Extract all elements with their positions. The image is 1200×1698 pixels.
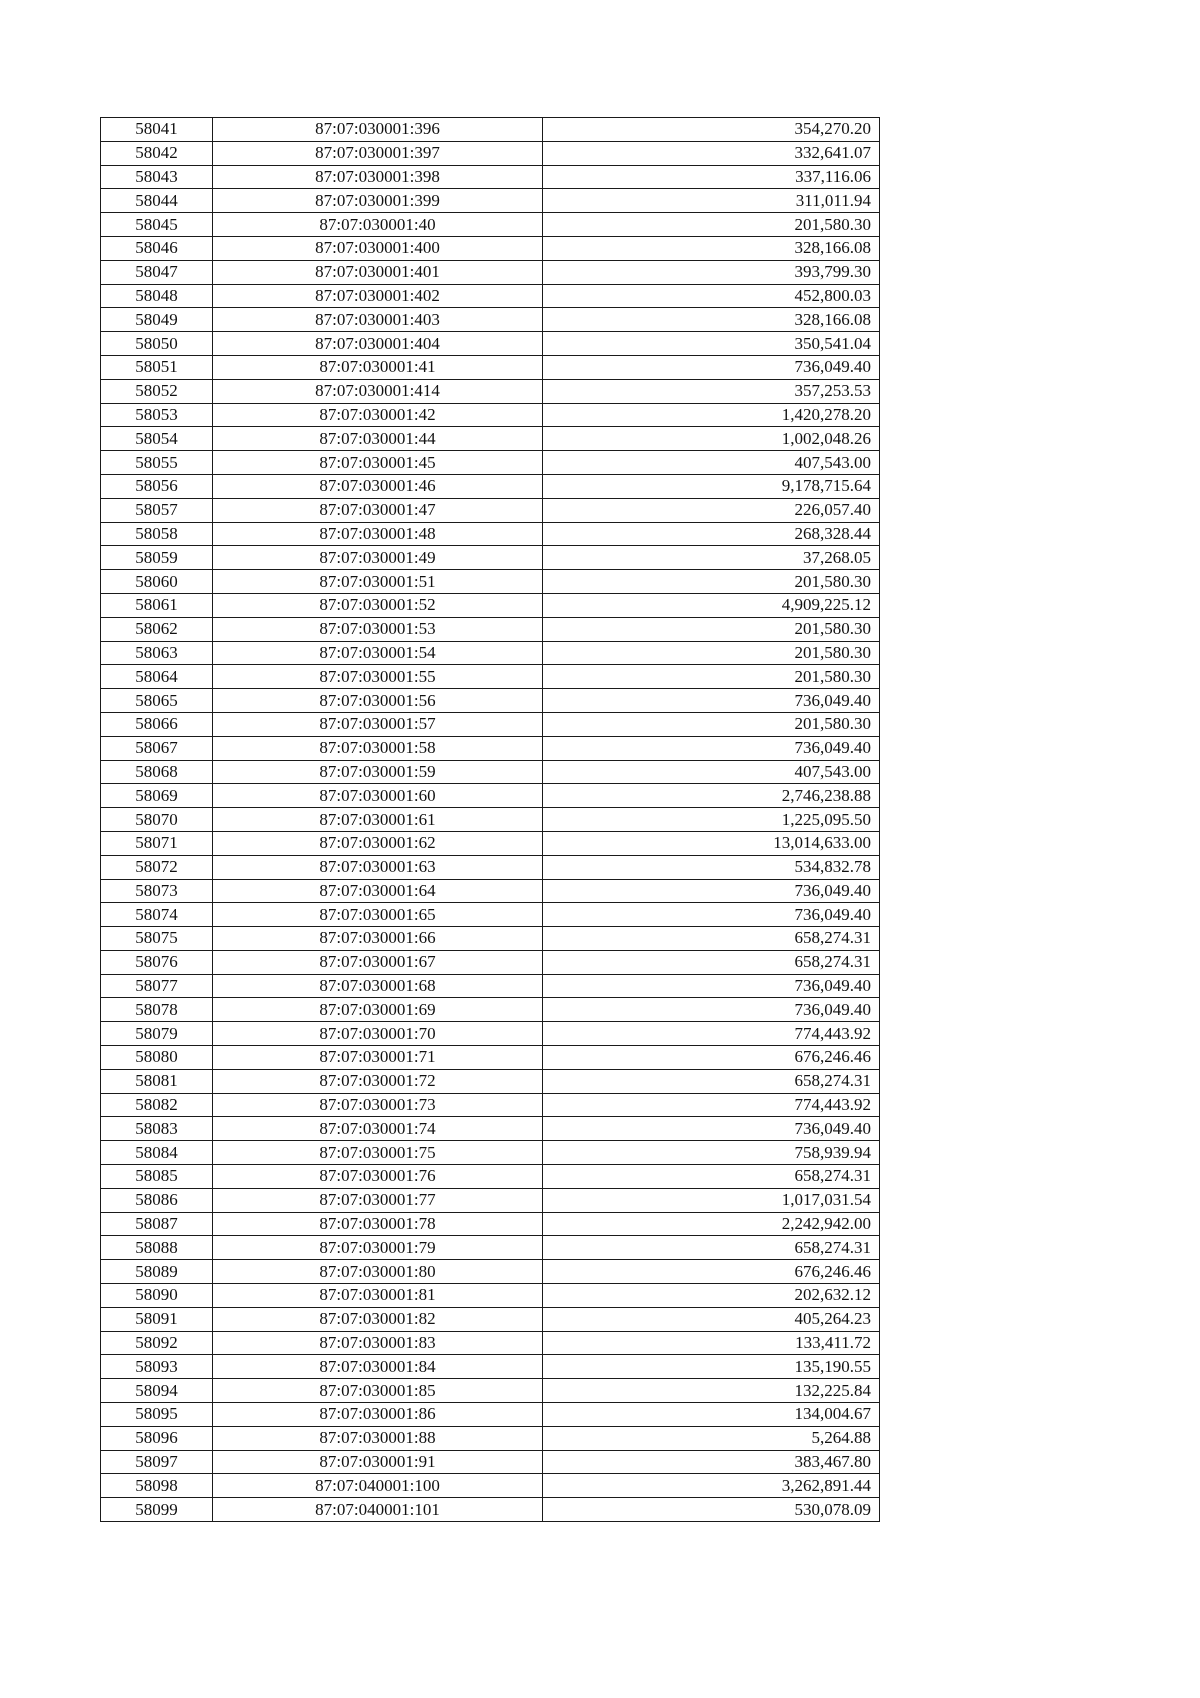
table-row [101, 284, 880, 308]
row-number-cell: 58062 [101, 617, 213, 641]
row-number-cell: 58071 [101, 831, 213, 855]
table-row [101, 1022, 880, 1046]
cadastral-number-cell: 87:07:030001:72 [213, 1069, 543, 1093]
value-cell: 5,264.88 [543, 1426, 880, 1450]
cadastral-number-cell: 87:07:030001:55 [213, 665, 543, 689]
row-number-cell: 58060 [101, 570, 213, 594]
cadastral-number-cell: 87:07:030001:66 [213, 927, 543, 951]
cadastral-number-cell: 87:07:030001:77 [213, 1188, 543, 1212]
value-cell: 132,225.84 [543, 1379, 880, 1403]
table-row [101, 593, 880, 617]
row-number-cell: 58073 [101, 879, 213, 903]
value-cell: 658,274.31 [543, 927, 880, 951]
row-number-cell: 58054 [101, 427, 213, 451]
value-cell: 1,002,048.26 [543, 427, 880, 451]
cadastral-number-cell: 87:07:030001:397 [213, 141, 543, 165]
value-cell: 354,270.20 [543, 118, 880, 142]
table-row [101, 1379, 880, 1403]
cadastral-number-cell: 87:07:030001:45 [213, 451, 543, 475]
row-number-cell: 58085 [101, 1165, 213, 1189]
table-row [101, 1260, 880, 1284]
cadastral-number-cell: 87:07:030001:404 [213, 332, 543, 356]
table-row [101, 236, 880, 260]
row-number-cell: 58090 [101, 1284, 213, 1308]
table-body [101, 118, 880, 1522]
row-number-cell: 58061 [101, 593, 213, 617]
row-number-cell: 58049 [101, 308, 213, 332]
row-number-cell: 58089 [101, 1260, 213, 1284]
table-row [101, 950, 880, 974]
value-cell: 350,541.04 [543, 332, 880, 356]
value-cell: 407,543.00 [543, 451, 880, 475]
table-row [101, 1117, 880, 1141]
row-number-cell: 58096 [101, 1426, 213, 1450]
table-row [101, 498, 880, 522]
value-cell: 736,049.40 [543, 736, 880, 760]
table-row [101, 1331, 880, 1355]
cadastral-number-cell: 87:07:030001:400 [213, 236, 543, 260]
table-row [101, 974, 880, 998]
value-cell: 357,253.53 [543, 379, 880, 403]
cadastral-number-cell: 87:07:030001:79 [213, 1236, 543, 1260]
cadastral-number-cell: 87:07:030001:60 [213, 784, 543, 808]
cadastral-number-cell: 87:07:030001:414 [213, 379, 543, 403]
table-row [101, 736, 880, 760]
value-cell: 383,467.80 [543, 1450, 880, 1474]
table-row [101, 213, 880, 237]
cadastral-number-cell: 87:07:030001:59 [213, 760, 543, 784]
cadastral-number-cell: 87:07:030001:46 [213, 474, 543, 498]
cadastral-number-cell: 87:07:030001:86 [213, 1403, 543, 1427]
cadastral-number-cell: 87:07:030001:91 [213, 1450, 543, 1474]
table-row [101, 165, 880, 189]
cadastral-number-cell: 87:07:030001:48 [213, 522, 543, 546]
row-number-cell: 58051 [101, 355, 213, 379]
cadastral-number-cell: 87:07:030001:49 [213, 546, 543, 570]
row-number-cell: 58070 [101, 808, 213, 832]
row-number-cell: 58059 [101, 546, 213, 570]
value-cell: 736,049.40 [543, 689, 880, 713]
value-cell: 758,939.94 [543, 1141, 880, 1165]
row-number-cell: 58099 [101, 1498, 213, 1522]
row-number-cell: 58083 [101, 1117, 213, 1141]
value-cell: 658,274.31 [543, 1165, 880, 1189]
table-row [101, 831, 880, 855]
table-row [101, 927, 880, 951]
value-cell: 37,268.05 [543, 546, 880, 570]
value-cell: 9,178,715.64 [543, 474, 880, 498]
value-cell: 658,274.31 [543, 1236, 880, 1260]
cadastral-number-cell: 87:07:030001:44 [213, 427, 543, 451]
table-row [101, 1403, 880, 1427]
row-number-cell: 58091 [101, 1307, 213, 1331]
row-number-cell: 58098 [101, 1474, 213, 1498]
table-row [101, 617, 880, 641]
value-cell: 202,632.12 [543, 1284, 880, 1308]
value-cell: 135,190.55 [543, 1355, 880, 1379]
value-cell: 1,420,278.20 [543, 403, 880, 427]
cadastral-number-cell: 87:07:030001:61 [213, 808, 543, 832]
value-cell: 1,225,095.50 [543, 808, 880, 832]
table-row [101, 1165, 880, 1189]
cadastral-value-table [100, 117, 880, 1522]
table-row [101, 403, 880, 427]
cadastral-number-cell: 87:07:030001:40 [213, 213, 543, 237]
cadastral-number-cell: 87:07:030001:73 [213, 1093, 543, 1117]
value-cell: 736,049.40 [543, 974, 880, 998]
row-number-cell: 58094 [101, 1379, 213, 1403]
row-number-cell: 58056 [101, 474, 213, 498]
row-number-cell: 58080 [101, 1046, 213, 1070]
row-number-cell: 58067 [101, 736, 213, 760]
value-cell: 337,116.06 [543, 165, 880, 189]
row-number-cell: 58068 [101, 760, 213, 784]
value-cell: 133,411.72 [543, 1331, 880, 1355]
cadastral-number-cell: 87:07:030001:396 [213, 118, 543, 142]
table-row [101, 451, 880, 475]
cadastral-number-cell: 87:07:030001:63 [213, 855, 543, 879]
row-number-cell: 58044 [101, 189, 213, 213]
table-row [101, 1498, 880, 1522]
row-number-cell: 58072 [101, 855, 213, 879]
row-number-cell: 58048 [101, 284, 213, 308]
row-number-cell: 58046 [101, 236, 213, 260]
table-row [101, 712, 880, 736]
value-cell: 201,580.30 [543, 213, 880, 237]
cadastral-number-cell: 87:07:030001:65 [213, 903, 543, 927]
value-cell: 534,832.78 [543, 855, 880, 879]
cadastral-number-cell: 87:07:030001:56 [213, 689, 543, 713]
row-number-cell: 58058 [101, 522, 213, 546]
value-cell: 2,242,942.00 [543, 1212, 880, 1236]
value-cell: 201,580.30 [543, 665, 880, 689]
value-cell: 328,166.08 [543, 236, 880, 260]
row-number-cell: 58095 [101, 1403, 213, 1427]
table-row [101, 665, 880, 689]
table-row [101, 808, 880, 832]
table-row [101, 1069, 880, 1093]
cadastral-number-cell: 87:07:030001:84 [213, 1355, 543, 1379]
table-row [101, 141, 880, 165]
table-row [101, 1307, 880, 1331]
table-row [101, 570, 880, 594]
cadastral-number-cell: 87:07:030001:403 [213, 308, 543, 332]
value-cell: 201,580.30 [543, 712, 880, 736]
value-cell: 1,017,031.54 [543, 1188, 880, 1212]
cadastral-number-cell: 87:07:030001:51 [213, 570, 543, 594]
row-number-cell: 58076 [101, 950, 213, 974]
row-number-cell: 58066 [101, 712, 213, 736]
value-cell: 201,580.30 [543, 641, 880, 665]
value-cell: 226,057.40 [543, 498, 880, 522]
row-number-cell: 58082 [101, 1093, 213, 1117]
row-number-cell: 58078 [101, 998, 213, 1022]
row-number-cell: 58069 [101, 784, 213, 808]
cadastral-number-cell: 87:07:040001:100 [213, 1474, 543, 1498]
table-row [101, 260, 880, 284]
cadastral-number-cell: 87:07:030001:41 [213, 355, 543, 379]
row-number-cell: 58043 [101, 165, 213, 189]
table-row [101, 641, 880, 665]
value-cell: 13,014,633.00 [543, 831, 880, 855]
value-cell: 405,264.23 [543, 1307, 880, 1331]
table-row [101, 903, 880, 927]
value-cell: 736,049.40 [543, 355, 880, 379]
table-row [101, 1046, 880, 1070]
row-number-cell: 58053 [101, 403, 213, 427]
value-cell: 407,543.00 [543, 760, 880, 784]
cadastral-number-cell: 87:07:030001:399 [213, 189, 543, 213]
value-cell: 328,166.08 [543, 308, 880, 332]
row-number-cell: 58063 [101, 641, 213, 665]
row-number-cell: 58042 [101, 141, 213, 165]
table-row [101, 427, 880, 451]
cadastral-number-cell: 87:07:030001:81 [213, 1284, 543, 1308]
cadastral-number-cell: 87:07:030001:53 [213, 617, 543, 641]
row-number-cell: 58088 [101, 1236, 213, 1260]
cadastral-number-cell: 87:07:030001:58 [213, 736, 543, 760]
cadastral-number-cell: 87:07:030001:62 [213, 831, 543, 855]
value-cell: 134,004.67 [543, 1403, 880, 1427]
value-cell: 201,580.30 [543, 570, 880, 594]
row-number-cell: 58050 [101, 332, 213, 356]
table-row [101, 784, 880, 808]
row-number-cell: 58079 [101, 1022, 213, 1046]
value-cell: 736,049.40 [543, 879, 880, 903]
value-cell: 676,246.46 [543, 1260, 880, 1284]
value-cell: 774,443.92 [543, 1093, 880, 1117]
value-cell: 311,011.94 [543, 189, 880, 213]
value-cell: 452,800.03 [543, 284, 880, 308]
cadastral-number-cell: 87:07:030001:69 [213, 998, 543, 1022]
table-row [101, 998, 880, 1022]
cadastral-number-cell: 87:07:030001:80 [213, 1260, 543, 1284]
cadastral-number-cell: 87:07:040001:101 [213, 1498, 543, 1522]
table-row [101, 1141, 880, 1165]
table-row [101, 1355, 880, 1379]
row-number-cell: 58075 [101, 927, 213, 951]
table-row [101, 1474, 880, 1498]
value-cell: 658,274.31 [543, 1069, 880, 1093]
cadastral-number-cell: 87:07:030001:83 [213, 1331, 543, 1355]
cadastral-number-cell: 87:07:030001:402 [213, 284, 543, 308]
table-row [101, 1426, 880, 1450]
table-row [101, 189, 880, 213]
value-cell: 676,246.46 [543, 1046, 880, 1070]
row-number-cell: 58052 [101, 379, 213, 403]
cadastral-number-cell: 87:07:030001:64 [213, 879, 543, 903]
table-row [101, 689, 880, 713]
value-cell: 393,799.30 [543, 260, 880, 284]
table-row [101, 1284, 880, 1308]
table-row [101, 879, 880, 903]
table-row [101, 1212, 880, 1236]
value-cell: 4,909,225.12 [543, 593, 880, 617]
row-number-cell: 58057 [101, 498, 213, 522]
cadastral-number-cell: 87:07:030001:85 [213, 1379, 543, 1403]
table-row [101, 1093, 880, 1117]
row-number-cell: 58047 [101, 260, 213, 284]
value-cell: 268,328.44 [543, 522, 880, 546]
row-number-cell: 58093 [101, 1355, 213, 1379]
value-cell: 530,078.09 [543, 1498, 880, 1522]
row-number-cell: 58087 [101, 1212, 213, 1236]
value-cell: 736,049.40 [543, 1117, 880, 1141]
value-cell: 3,262,891.44 [543, 1474, 880, 1498]
row-number-cell: 58065 [101, 689, 213, 713]
cadastral-number-cell: 87:07:030001:52 [213, 593, 543, 617]
cadastral-number-cell: 87:07:030001:76 [213, 1165, 543, 1189]
row-number-cell: 58081 [101, 1069, 213, 1093]
table-row [101, 308, 880, 332]
value-cell: 201,580.30 [543, 617, 880, 641]
value-cell: 658,274.31 [543, 950, 880, 974]
table-row [101, 332, 880, 356]
cadastral-number-cell: 87:07:030001:74 [213, 1117, 543, 1141]
table-row [101, 355, 880, 379]
value-cell: 332,641.07 [543, 141, 880, 165]
table-row [101, 474, 880, 498]
table-row [101, 760, 880, 784]
cadastral-number-cell: 87:07:030001:42 [213, 403, 543, 427]
table-row [101, 522, 880, 546]
cadastral-number-cell: 87:07:030001:70 [213, 1022, 543, 1046]
row-number-cell: 58074 [101, 903, 213, 927]
table-row [101, 855, 880, 879]
value-cell: 736,049.40 [543, 998, 880, 1022]
cadastral-number-cell: 87:07:030001:75 [213, 1141, 543, 1165]
value-cell: 774,443.92 [543, 1022, 880, 1046]
cadastral-number-cell: 87:07:030001:401 [213, 260, 543, 284]
cadastral-number-cell: 87:07:030001:54 [213, 641, 543, 665]
cadastral-number-cell: 87:07:030001:68 [213, 974, 543, 998]
row-number-cell: 58097 [101, 1450, 213, 1474]
table-row [101, 1188, 880, 1212]
cadastral-number-cell: 87:07:030001:78 [213, 1212, 543, 1236]
cadastral-number-cell: 87:07:030001:67 [213, 950, 543, 974]
cadastral-number-cell: 87:07:030001:71 [213, 1046, 543, 1070]
value-cell: 736,049.40 [543, 903, 880, 927]
row-number-cell: 58077 [101, 974, 213, 998]
row-number-cell: 58086 [101, 1188, 213, 1212]
row-number-cell: 58055 [101, 451, 213, 475]
table-row [101, 1450, 880, 1474]
table-row [101, 379, 880, 403]
cadastral-number-cell: 87:07:030001:82 [213, 1307, 543, 1331]
table-row [101, 546, 880, 570]
row-number-cell: 58064 [101, 665, 213, 689]
cadastral-number-cell: 87:07:030001:47 [213, 498, 543, 522]
row-number-cell: 58084 [101, 1141, 213, 1165]
cadastral-number-cell: 87:07:030001:88 [213, 1426, 543, 1450]
cadastral-number-cell: 87:07:030001:57 [213, 712, 543, 736]
value-cell: 2,746,238.88 [543, 784, 880, 808]
row-number-cell: 58045 [101, 213, 213, 237]
row-number-cell: 58041 [101, 118, 213, 142]
table-row [101, 1236, 880, 1260]
cadastral-number-cell: 87:07:030001:398 [213, 165, 543, 189]
table-row [101, 118, 880, 142]
row-number-cell: 58092 [101, 1331, 213, 1355]
